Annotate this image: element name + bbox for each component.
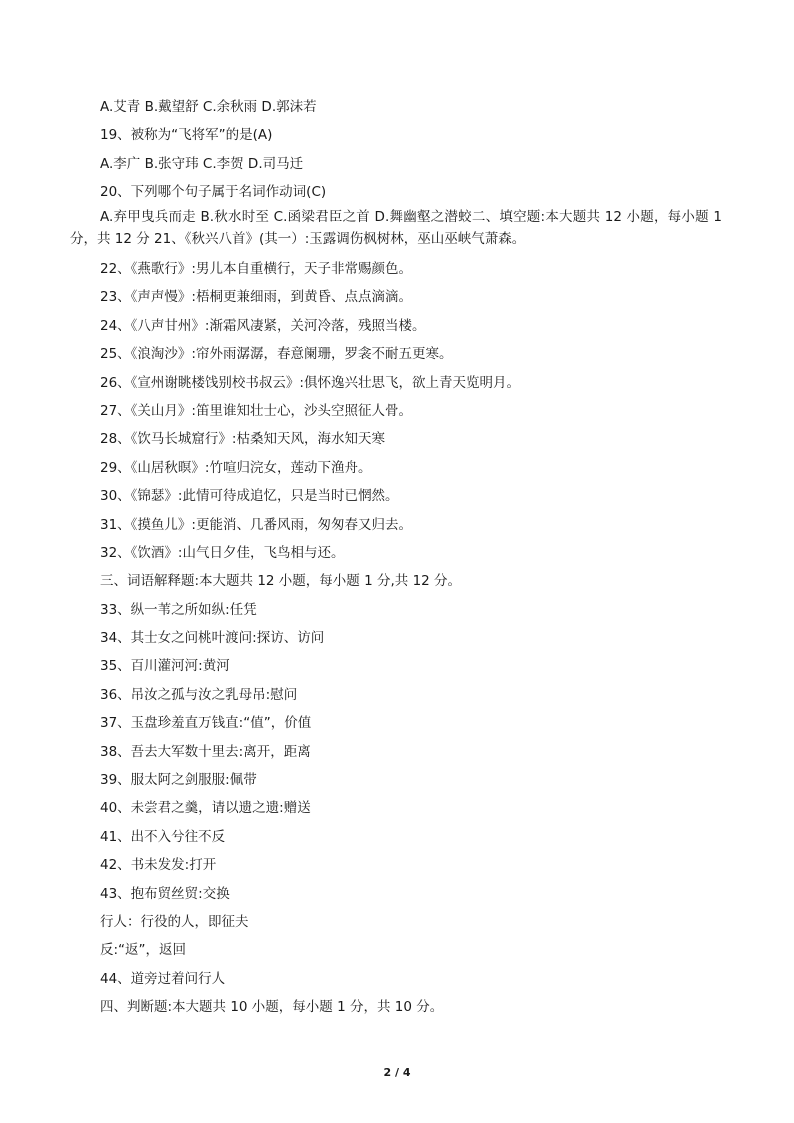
question-34: 34、其士女之问桃叶渡问:探访、访问: [100, 630, 325, 647]
note-line: 反:“返”，返回: [100, 942, 187, 959]
question-35: 35、百川灌河河:黄河: [100, 658, 230, 675]
note-line: 行人：行役的人，即征夫: [100, 913, 249, 930]
section-heading: 三、词语解释题:本大题共 12 小题，每小题 1 分,共 12 分。: [100, 573, 462, 590]
question-44: 44、道旁过着问行人: [100, 970, 226, 987]
top-lines: [100, 93, 720, 207]
question-42: 42、书未发发:打开: [100, 857, 217, 874]
section-heading: 四、判断题:本大题共 10 小题，每小题 1 分，共 10 分。: [100, 999, 444, 1016]
text-line: A.李广 B.张守玮 C.李贺 D.司马迁: [100, 155, 304, 172]
question-30: 30、《锦瑟》:此情可待成追忆，只是当时已惘然。: [100, 488, 399, 505]
page-number: 2 / 4: [383, 1066, 411, 1079]
question-27: 27、《关山月》:笛里谁知壮士心，沙头空照征人骨。: [100, 402, 412, 419]
question-37: 37、玉盘珍羞直万钱直:“值”，价值: [100, 715, 312, 732]
text-line: A.艾青 B.戴望舒 C.余秋雨 D.郭沫若: [100, 99, 317, 115]
question-39: 39、服太阿之剑服服:佩带: [100, 772, 257, 789]
question-20: 20、下列哪个句子属于名词作动词(C): [100, 184, 327, 201]
question-22: 22、《燕歌行》:男儿本自重横行，天子非常赐颜色。: [100, 261, 412, 277]
question-24: 24、《八声甘州》:渐霜风凄紧，关河冷落，残照当楼。: [100, 317, 426, 334]
question-32: 32、《饮酒》:山气日夕佳，飞鸟相与还。: [100, 544, 345, 561]
question-28: 28、《饮马长城窟行》:枯桑知天风，海水知天寒: [100, 431, 385, 448]
question-19: 19、被称为“飞将军”的是(A): [100, 127, 273, 144]
question-23: 23、《声声慢》:梧桐更兼细雨，到黄昏、点点滴滴。: [100, 289, 412, 306]
question-26: 26、《宣州谢眺楼饯别校书叔云》:俱怀逸兴壮思飞，欲上青天览明月。: [100, 374, 520, 391]
wrapped-paragraph: A.弃甲曳兵而走 B.秋水时至 C.函梁君臣之首 D.舞幽壑之潜蛟二、填空题:本大题共 12 小题，每小题 1分，共 12 分 21、《秋兴八首》(其一）:玉露调伤枫树林，巫山巫峡气萧森。: [70, 209, 722, 247]
question-36: 36、吊汝之孤与汝之乳母吊:慰问: [100, 686, 298, 703]
question-43: 43、抱布贸丝贸:交换: [100, 885, 230, 902]
question-25: 25、《浪淘沙》:帘外雨潺潺，春意阑珊，罗衾不耐五更寒。: [100, 346, 453, 363]
question-40: 40、未尝君之羹，请以遗之遗:赠送: [100, 800, 311, 817]
question-33: 33、纵一苇之所如纵:任凭: [100, 601, 257, 618]
question-38: 38、吾去大军数十里去:离开，距离: [100, 743, 311, 760]
question-29: 29、《山居秋暝》:竹喧归浣女，莲动下渔舟。: [100, 459, 372, 476]
body-lines: [100, 255, 720, 1022]
question-31: 31、《摸鱼儿》:更能消、几番风雨，匆匆春又归去。: [100, 516, 412, 533]
question-41: 41、出不入兮往不反: [100, 828, 226, 845]
